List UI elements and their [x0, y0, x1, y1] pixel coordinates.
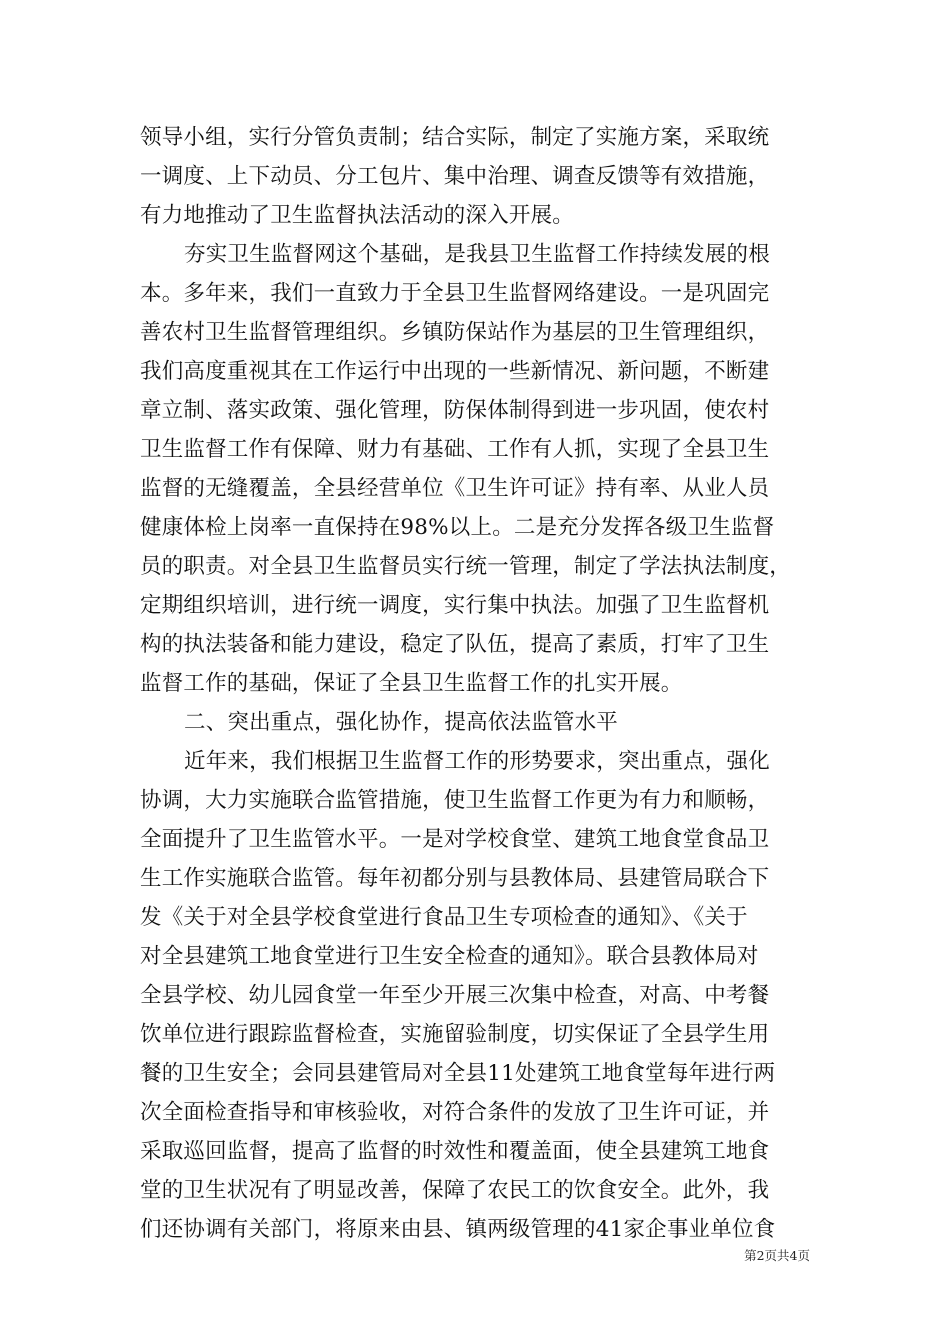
text-line: 卫生监督工作有保障、财力有基础、工作有人抓，实现了全县卫生 — [140, 437, 770, 462]
page-number: 第2页共4页 — [744, 1248, 810, 1263]
text-line: 对全县建筑工地食堂进行卫生安全检查的通知》。联合县教体局对 — [140, 944, 759, 969]
text-line: 次全面检查指导和审核验收，对符合条件的发放了卫生许可证，并 — [140, 1100, 770, 1125]
text-line: 监督的无缝覆盖，全县经营单位《卫生许可证》持有率、从业人员 — [140, 476, 770, 501]
text-line: 夯实卫生监督网这个基础，是我县卫生监督工作持续发展的根 — [184, 242, 770, 267]
text-line: 构的执法装备和能力建设，稳定了队伍，提高了素质，打牢了卫生 — [140, 632, 770, 657]
text-line: 本。多年来，我们一直致力于全县卫生监督网络建设。一是巩固完 — [140, 281, 770, 306]
text-line: 善农村卫生监督管理组织。乡镇防保站作为基层的卫生管理组织， — [140, 320, 770, 345]
text-line: 饮单位进行跟踪监督检查，实施留验制度，切实保证了全县学生用 — [140, 1022, 770, 1047]
text-line: 领导小组，实行分管负责制；结合实际，制定了实施方案，采取统 — [140, 125, 770, 150]
text-line: 餐的卫生安全；会同县建管局对全县11处建筑工地食堂每年进行两 — [140, 1061, 776, 1086]
text-line: 生工作实施联合监管。每年初都分别与县教体局、县建管局联合下 — [140, 866, 770, 891]
text-line: 员的职责。对全县卫生监督员实行统一管理，制定了学法执法制度， — [140, 554, 792, 579]
text-line: 一调度、上下动员、分工包片、集中治理、调查反馈等有效措施， — [140, 164, 770, 189]
text-line: 我们高度重视其在工作运行中出现的一些新情况、新问题，不断建 — [140, 359, 770, 384]
text-line: 全面提升了卫生监管水平。一是对学校食堂、建筑工地食堂食品卫 — [140, 827, 770, 852]
text-line: 章立制、落实政策、强化管理，防保体制得到进一步巩固，使农村 — [140, 398, 770, 423]
text-line: 定期组织培训，进行统一调度，实行集中执法。加强了卫生监督机 — [140, 593, 770, 618]
text-line: 二、突出重点，强化协作，提高依法监管水平 — [184, 710, 619, 735]
text-line: 有力地推动了卫生监督执法活动的深入开展。 — [140, 203, 575, 228]
text-line: 监督工作的基础，保证了全县卫生监督工作的扎实开展。 — [140, 671, 683, 696]
text-line: 协调，大力实施联合监管措施，使卫生监督工作更为有力和顺畅， — [140, 788, 770, 813]
text-line: 采取巡回监督，提高了监督的时效性和覆盖面，使全县建筑工地食 — [140, 1139, 770, 1164]
text-line: 发《关于对全县学校食堂进行食品卫生专项检查的通知》、《关于 — [140, 905, 748, 930]
text-line: 近年来，我们根据卫生监督工作的形势要求，突出重点，强化 — [184, 749, 770, 774]
document-body — [140, 118, 810, 1249]
text-line: 堂的卫生状况有了明显改善，保障了农民工的饮食安全。此外，我 — [140, 1178, 770, 1203]
text-line: 健康体检上岗率一直保持在98%以上。二是充分发挥各级卫生监督 — [140, 515, 775, 540]
text-line: 们还协调有关部门，将原来由县、镇两级管理的41家企事业单位食 — [140, 1217, 776, 1242]
text-line: 全县学校、幼儿园食堂一年至少开展三次集中检查，对高、中考餐 — [140, 983, 770, 1008]
